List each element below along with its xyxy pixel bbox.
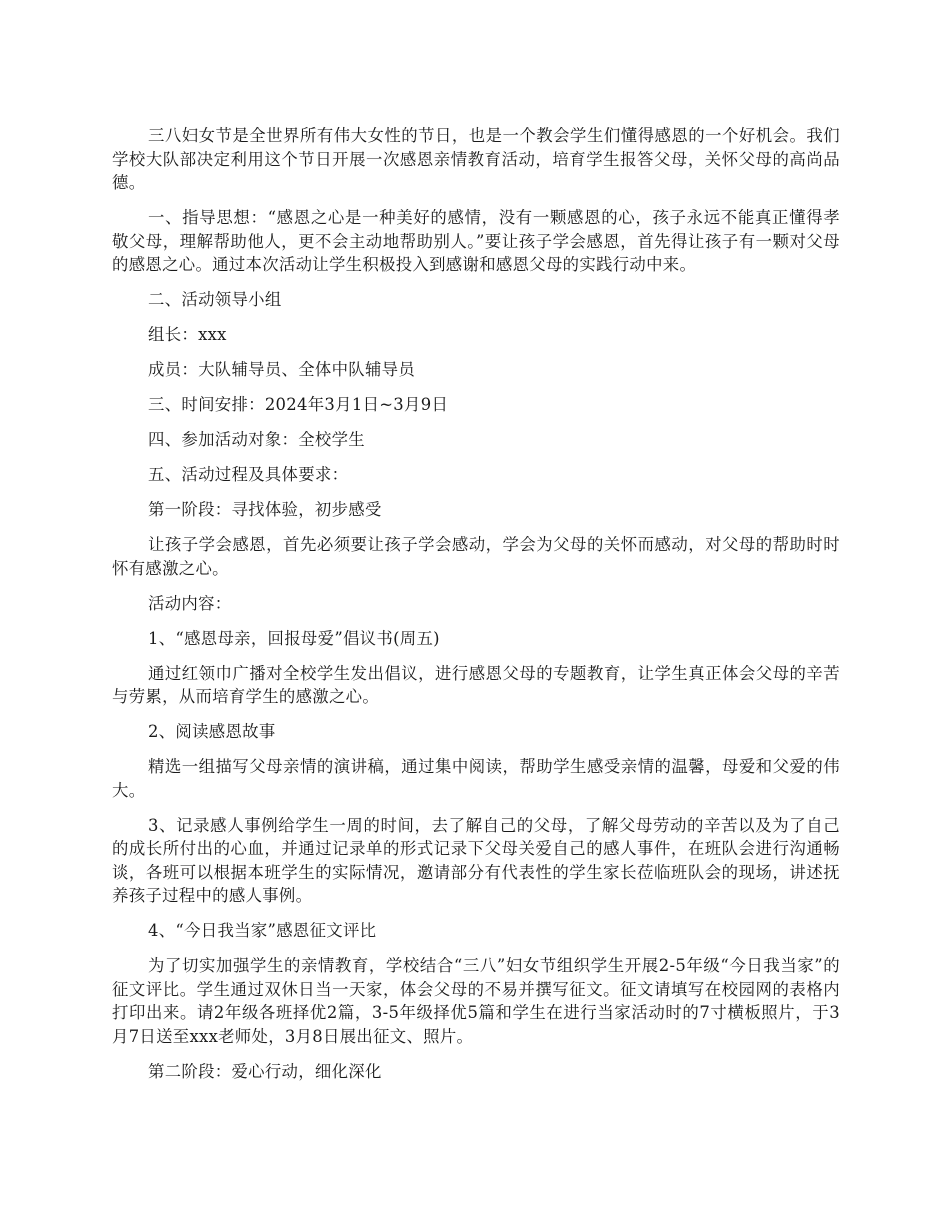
- item-2-title: 2、阅读感恩故事: [148, 722, 276, 741]
- paragraph-guiding-idea: 一、指导思想：“感恩之心是一种美好的感情，没有一颗感恩的心，孩子永远不能真正懂得孝敬父母，理解帮助他人，更不会主动地帮助别人。”要让孩子学会感恩，首先得让孩子有一颗对父母的感恩之心。通过本次活动让学生积极投入到感谢和感恩父母的实践行动中来。: [112, 208, 840, 274]
- heading-leadership-group: 二、活动领导小组: [148, 290, 282, 309]
- item-1-desc: 通过红领巾广播对全校学生发出倡议，进行感恩父母的专题教育，让学生真正体会父母的辛苦与劳累，从而培育学生的感激之心。: [112, 663, 840, 706]
- heading-stage-two: 第二阶段：爱心行动，细化深化: [148, 1061, 382, 1081]
- paragraph-stage-one-desc: 让孩子学会感恩，首先必须要让孩子学会感动，学会为父母的关怀而感动，对父母的帮助时时怀有感激之心。: [112, 535, 840, 578]
- paragraph-group-leader: 组长：xxx: [148, 325, 227, 344]
- paragraph-schedule: 三、时间安排：2024年3月1日~3月9日: [148, 395, 449, 414]
- heading-activity-content: 活动内容：: [148, 593, 232, 613]
- item-2-desc: 精选一组描写父母亲情的演讲稿，通过集中阅读，帮助学生感受亲情的温馨，母爱和父爱的伟大。: [112, 757, 840, 800]
- document-body: [112, 124, 840, 1095]
- item-4-title: 4、“今日我当家”感恩征文评比: [148, 921, 377, 940]
- item-1-title: 1、“感恩母亲，回报母爱”倡议书(周五): [148, 628, 440, 648]
- paragraph-members: 成员：大队辅导员、全体中队辅导员: [148, 360, 416, 379]
- item-3-desc: 3、记录感人事例给学生一周的时间，去了解自己的父母，了解父母劳动的辛苦以及为了自己的成长所付出的心血，并通过记录单的形式记录下父母关爱自己的感人事件，在班队会进行沟通畅谈，各班可以根据本班学生的实际情况，邀请部分有代表性的学生家长莅临班队会的现场，讲述抚养孩子过程中的感人事例。: [112, 815, 840, 905]
- paragraph-intro: 三八妇女节是全世界所有伟大女性的节日，也是一个教会学生们懂得感恩的一个好机会。我们学校大队部决定利用这个节日开展一次感恩亲情教育活动，培育学生报答父母，关怀父母的高尚品德。: [112, 126, 840, 192]
- item-4-desc: 为了切实加强学生的亲情教育，学校结合“三八”妇女节组织学生开展2-5年级“今日我当家”的征文评比。学生通过双休日当一天家，体会父母的不易并撰写征文。征文请填写在校园网的表格内打印出来。请2年级各班择优2篇，3-5年级择优5篇和学生在进行当家活动时的7寸横板照片，于3月7日送至xxx老师处，3月8日展出征文、照片。: [112, 956, 840, 1046]
- heading-stage-one: 第一阶段：寻找体验，初步感受: [148, 500, 382, 519]
- paragraph-participants: 四、参加活动对象：全校学生: [148, 430, 365, 449]
- heading-process-requirements: 五、活动过程及具体要求：: [148, 465, 349, 484]
